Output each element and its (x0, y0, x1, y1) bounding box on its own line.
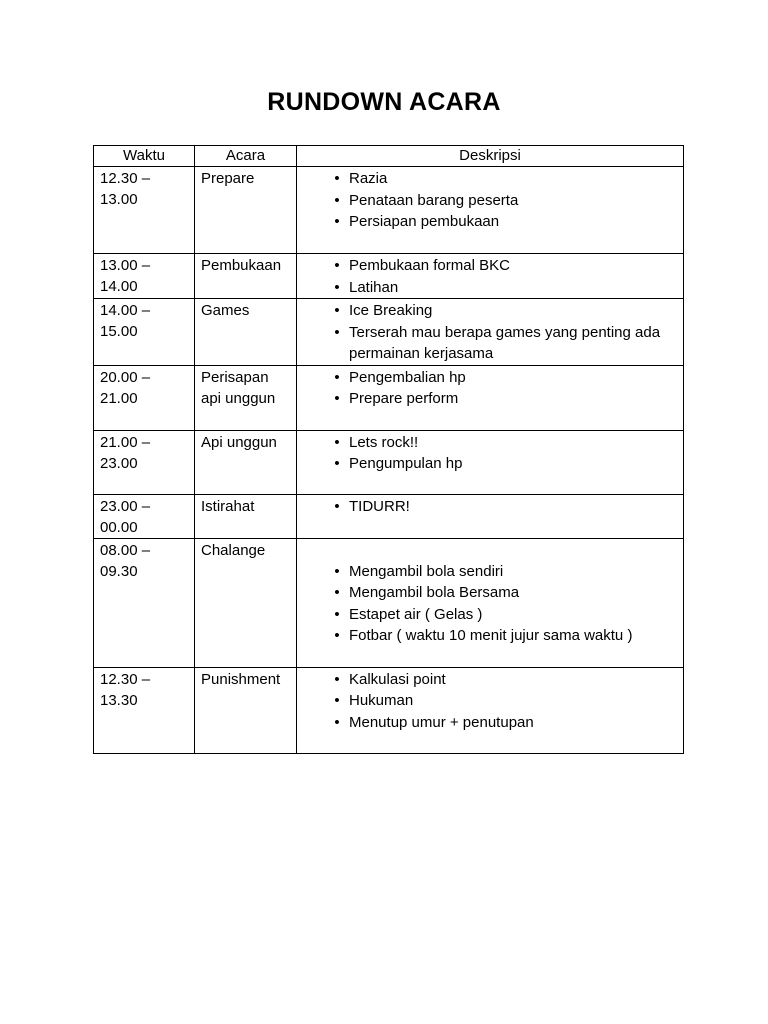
document-title: RUNDOWN ACARA (267, 88, 501, 116)
list-item (303, 496, 677, 518)
acara-label: Punishment (201, 670, 281, 688)
bullet-icon: • (334, 433, 340, 451)
item-text: Pembukaan formal BKC (349, 257, 510, 274)
item-text: Pengumpulan hp (349, 455, 463, 472)
bullet-icon: • (334, 584, 340, 601)
bullet-icon: • (334, 562, 340, 580)
acara-cell (195, 365, 297, 430)
list-item (303, 453, 677, 475)
item-text: TIDURR! (349, 497, 410, 515)
deskripsi-list (303, 254, 677, 298)
table-row (94, 254, 684, 299)
acara-label: Api unggun (201, 433, 277, 451)
table-row (94, 299, 684, 366)
bullet-icon: • (334, 627, 340, 644)
list-item (303, 277, 677, 299)
time-start: 23.00 – (100, 497, 151, 515)
deskripsi-cell (297, 430, 684, 494)
bullet-icon: • (334, 692, 340, 709)
deskripsi-list (303, 299, 677, 365)
item-text: Prepare perform (349, 390, 459, 407)
acara-cell (195, 167, 297, 254)
list-item (303, 190, 677, 212)
deskripsi-list (303, 539, 677, 647)
rundown-table (93, 145, 684, 754)
time-end: 23.00 (100, 454, 138, 472)
list-item (303, 604, 677, 626)
list-item (303, 561, 677, 583)
table-row (94, 430, 684, 494)
bullet-icon: • (334, 605, 340, 623)
time-end: 14.00 (100, 278, 138, 295)
item-text: Persiapan pembukaan (349, 213, 500, 230)
list-item (303, 300, 677, 322)
item-text: Terserah mau berapa games yang penting ada permainan kerjasama (349, 323, 661, 362)
bullet-icon: • (334, 257, 340, 274)
bullet-icon: • (334, 497, 340, 515)
waktu-cell (94, 299, 195, 366)
acara-cell (195, 667, 297, 753)
item-text: Ice Breaking (349, 302, 433, 319)
item-text: Pengembalian hp (349, 368, 466, 386)
time-end: 15.00 (100, 323, 138, 340)
deskripsi-cell (297, 365, 684, 430)
list-item (303, 367, 677, 389)
time-start: 12.30 – (100, 170, 151, 187)
list-item (303, 669, 677, 691)
waktu-cell (94, 538, 195, 667)
list-item (303, 211, 677, 233)
time-start: 08.00 – (100, 541, 151, 559)
acara-label: Pembukaan (201, 257, 282, 274)
time-start: 12.30 – (100, 670, 151, 688)
bullet-icon: • (334, 278, 340, 296)
acara-cell (195, 494, 297, 538)
list-item (303, 625, 677, 647)
list-item (303, 255, 677, 277)
table-row (94, 167, 684, 254)
item-text: Penataan barang peserta (349, 191, 519, 209)
bullet-icon: • (334, 191, 340, 209)
time-end: 09.30 (100, 562, 138, 580)
time-end: 13.30 (100, 691, 138, 709)
item-text: Kalkulasi point (349, 670, 446, 688)
acara-cell (195, 430, 297, 494)
waktu-cell (94, 365, 195, 430)
table-row (94, 667, 684, 753)
item-text: Menutup umur + penutupan (349, 713, 534, 731)
acara-cell (195, 538, 297, 667)
item-text: Lets rock!! (349, 433, 419, 451)
bullet-icon: • (334, 390, 340, 407)
time-start: 13.00 – (100, 257, 151, 274)
time-end: 21.00 (100, 389, 138, 407)
waktu-cell (94, 254, 195, 299)
item-text: Mengambil bola sendiri (349, 562, 504, 580)
table-row (94, 494, 684, 538)
list-item (303, 388, 677, 410)
deskripsi-cell (297, 538, 684, 667)
deskripsi-cell (297, 167, 684, 254)
deskripsi-list (303, 167, 677, 233)
table-row (94, 538, 684, 667)
bullet-icon: • (334, 323, 340, 341)
bullet-icon: • (334, 302, 340, 319)
bullet-icon: • (334, 713, 340, 731)
list-item (303, 168, 677, 190)
header-deskripsi: Deskripsi (297, 146, 684, 167)
list-item (303, 582, 677, 604)
bullet-icon: • (334, 170, 340, 187)
waktu-cell (94, 494, 195, 538)
bullet-icon: • (334, 455, 340, 472)
item-text: Estapet air ( Gelas ) (349, 605, 483, 623)
list-item (303, 690, 677, 712)
list-item (303, 712, 677, 734)
table-header-row (94, 146, 684, 167)
bullet-icon: • (334, 213, 340, 230)
header-waktu: Waktu (94, 146, 195, 167)
deskripsi-cell (297, 494, 684, 538)
deskripsi-cell (297, 299, 684, 366)
time-end: 00.00 (100, 518, 138, 536)
deskripsi-list (303, 366, 677, 410)
deskripsi-cell (297, 667, 684, 753)
time-end: 13.00 (100, 191, 138, 208)
item-text: Fotbar ( waktu 10 menit jujur sama waktu ) (349, 627, 633, 644)
waktu-cell (94, 430, 195, 494)
item-text: Latihan (349, 278, 399, 296)
acara-label: Prepare (201, 170, 255, 187)
waktu-cell (94, 667, 195, 753)
time-start: 20.00 – (100, 368, 151, 386)
acara-label: Chalange (201, 541, 266, 559)
bullet-icon: • (334, 368, 340, 386)
acara-label: Istirahat (201, 497, 255, 515)
acara-cell (195, 299, 297, 366)
waktu-cell (94, 167, 195, 254)
table-row (94, 365, 684, 430)
item-text: Hukuman (349, 692, 414, 709)
bullet-icon: • (334, 670, 340, 688)
deskripsi-list (303, 668, 677, 734)
list-item (303, 432, 677, 454)
acara-label: Perisapan api unggun (201, 368, 276, 407)
acara-cell (195, 254, 297, 299)
deskripsi-list (303, 431, 677, 475)
item-text: Mengambil bola Bersama (349, 584, 520, 601)
acara-label: Games (201, 302, 250, 319)
time-start: 21.00 – (100, 433, 151, 451)
header-acara: Acara (195, 146, 297, 167)
list-item (303, 322, 677, 365)
deskripsi-cell (297, 254, 684, 299)
time-start: 14.00 – (100, 302, 151, 319)
item-text: Razia (349, 170, 388, 187)
deskripsi-list (303, 495, 677, 518)
